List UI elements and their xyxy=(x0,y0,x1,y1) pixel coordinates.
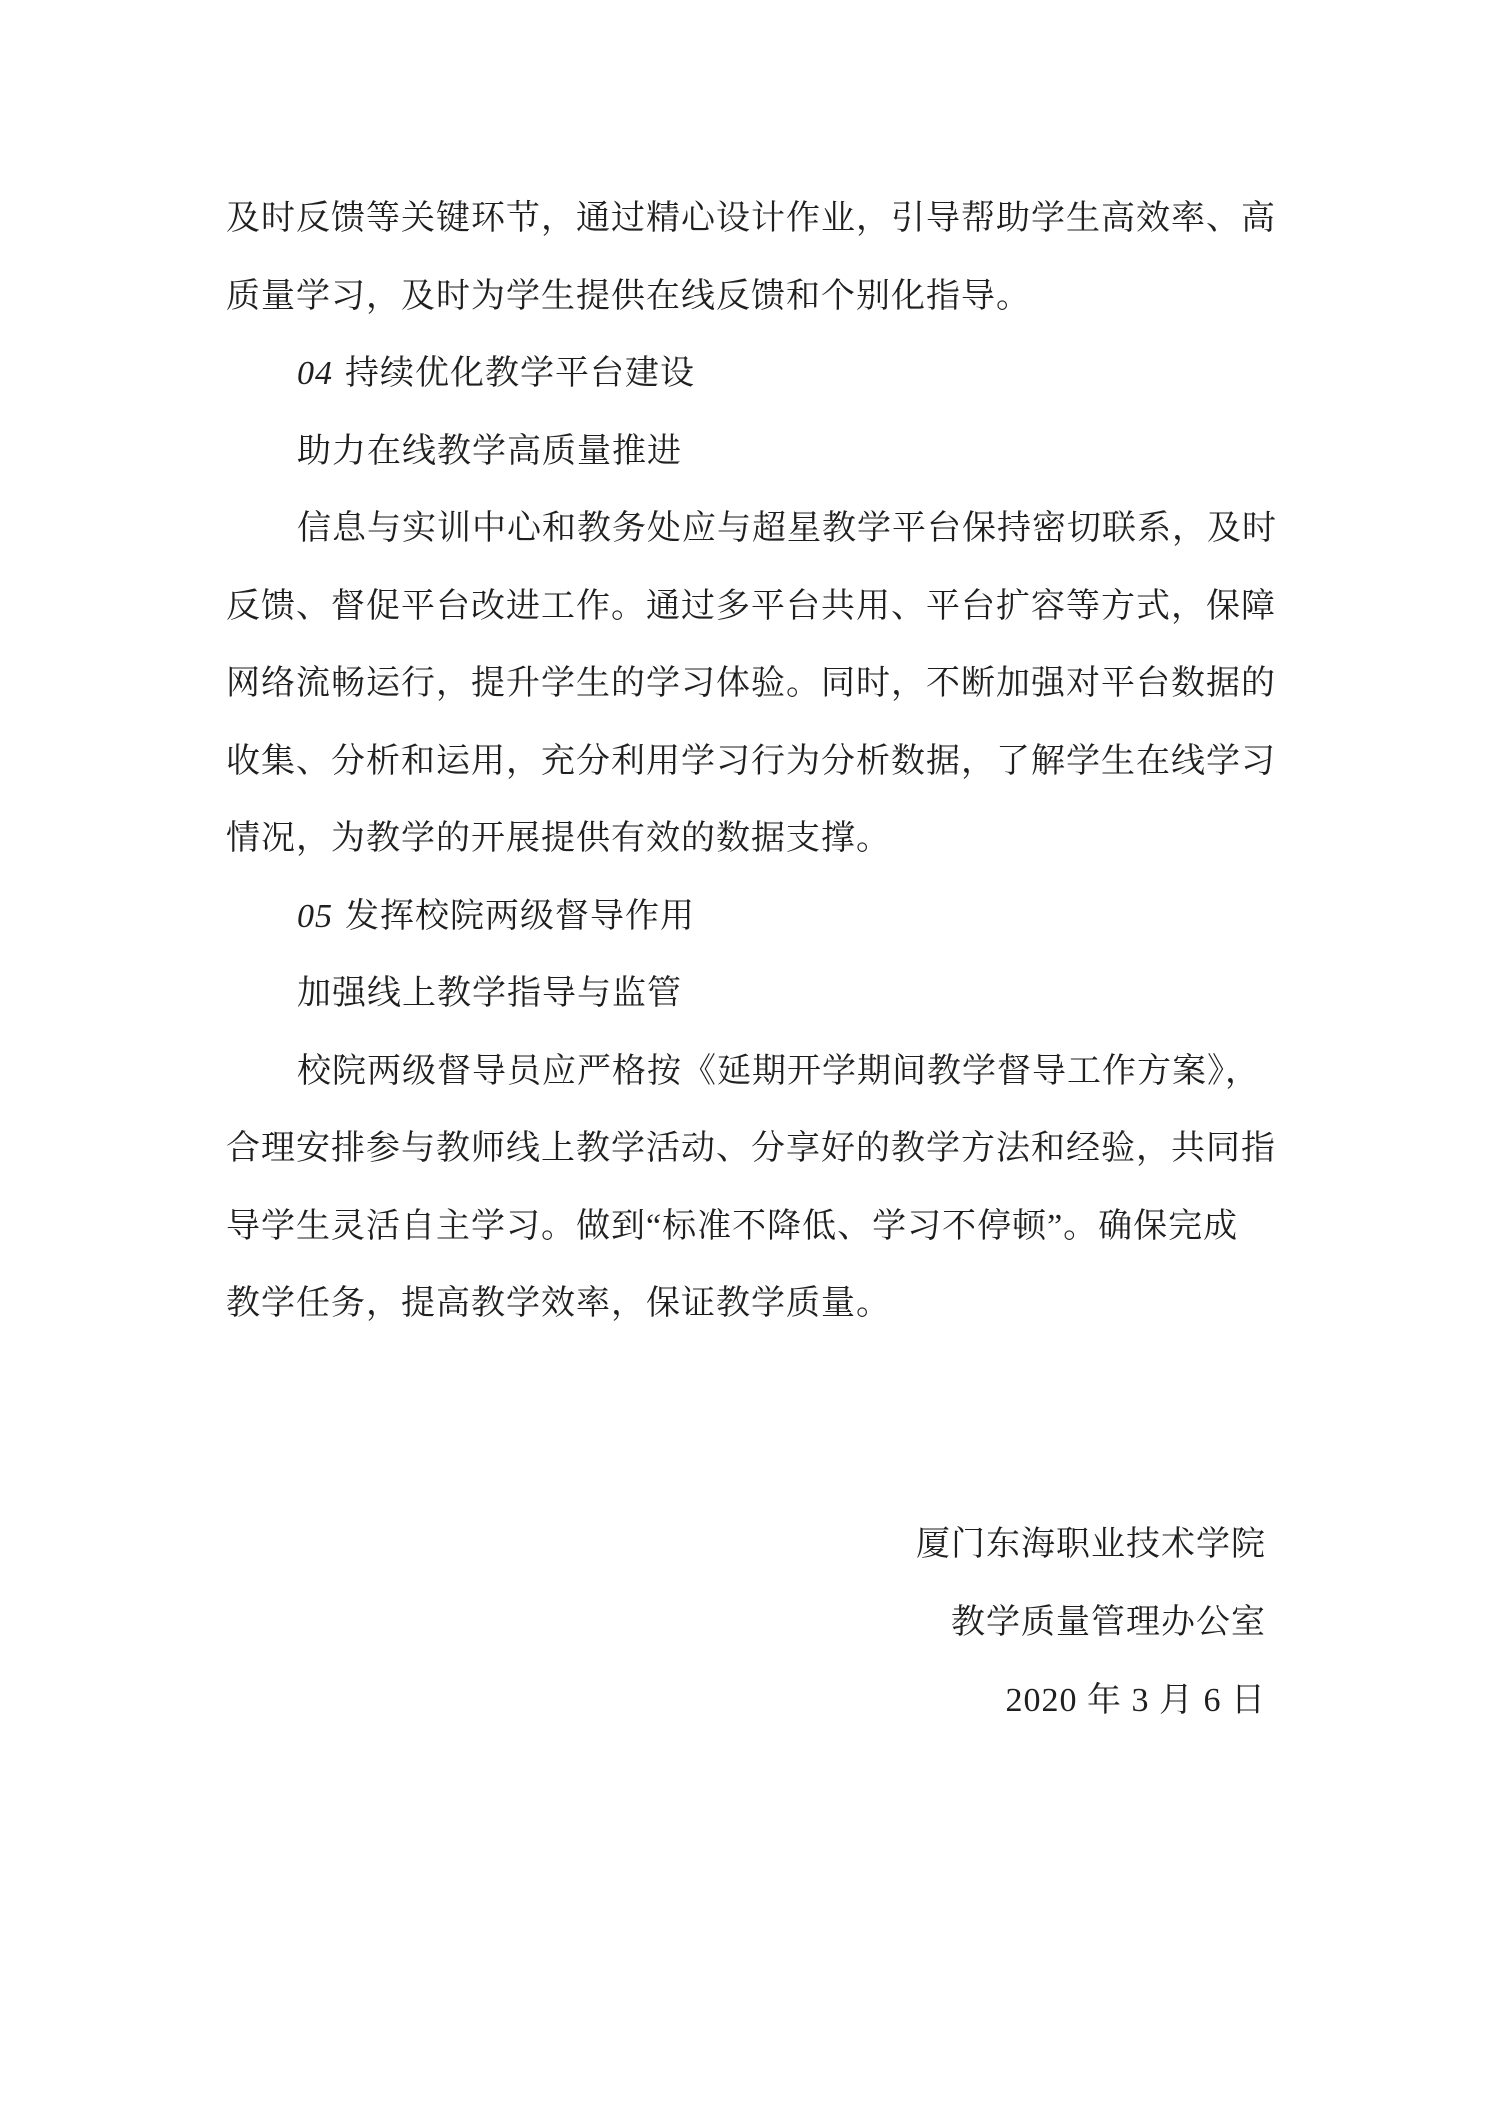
signature-institution: 厦门东海职业技术学院 xyxy=(916,1526,1266,1563)
text-line xyxy=(226,413,1286,491)
document-body xyxy=(226,180,1286,1343)
line-text: 教学任务，提高教学效率，保证教学质量。 xyxy=(226,1285,891,1322)
line-text: 情况，为教学的开展提供有效的数据支撑。 xyxy=(226,820,891,857)
text-line xyxy=(226,1265,1286,1343)
line-text: 助力在线教学高质量推进 xyxy=(297,432,682,470)
text-line xyxy=(226,180,1286,258)
text-line xyxy=(226,568,1286,646)
text-line xyxy=(226,258,1286,336)
text-line xyxy=(226,723,1286,801)
line-text: 导学生灵活自主学习。做到“标准不降低、学习不停顿”。确保完成 xyxy=(226,1207,1239,1245)
line-text: 反馈、督促平台改进工作。通过多平台共用、平台扩容等方式，保障 xyxy=(226,587,1276,625)
section-number: 05 xyxy=(297,897,333,935)
line-text: 校院两级督导员应严格按《延期开学期间教学督导工作方案》， xyxy=(297,1052,1260,1090)
signature-office: 教学质量管理办公室 xyxy=(951,1604,1266,1641)
line-text: 信息与实训中心和教务处应与超星教学平台保持密切联系，及时 xyxy=(297,510,1277,547)
line-text: 持续优化教学平台建设 xyxy=(345,355,695,392)
text-line xyxy=(226,1110,1286,1188)
section-number: 04 xyxy=(297,355,333,392)
text-line xyxy=(226,800,1286,878)
text-line xyxy=(226,1188,1286,1266)
line-text: 发挥校院两级督导作用 xyxy=(345,897,695,935)
line-text: 质量学习，及时为学生提供在线反馈和个别化指导。 xyxy=(226,277,1031,315)
signature-block xyxy=(916,1506,1266,1740)
text-line xyxy=(226,645,1286,723)
line-text: 网络流畅运行，提升学生的学习体验。同时，不断加强对平台数据的 xyxy=(226,665,1276,702)
line-text: 合理安排参与教师线上教学活动、分享好的教学方法和经验，共同指 xyxy=(226,1130,1276,1167)
signature-date: 2020 年 3 月 6 日 xyxy=(1005,1682,1266,1719)
line-text: 收集、分析和运用，充分利用学习行为分析数据，了解学生在线学习 xyxy=(226,742,1276,780)
text-line xyxy=(226,490,1286,568)
line-text: 加强线上教学指导与监管 xyxy=(297,975,682,1012)
text-line xyxy=(226,1033,1286,1111)
text-line xyxy=(226,335,1286,413)
text-line xyxy=(226,878,1286,956)
line-text: 及时反馈等关键环节，通过精心设计作业，引导帮助学生高效率、高 xyxy=(226,200,1276,237)
text-line xyxy=(226,955,1286,1033)
